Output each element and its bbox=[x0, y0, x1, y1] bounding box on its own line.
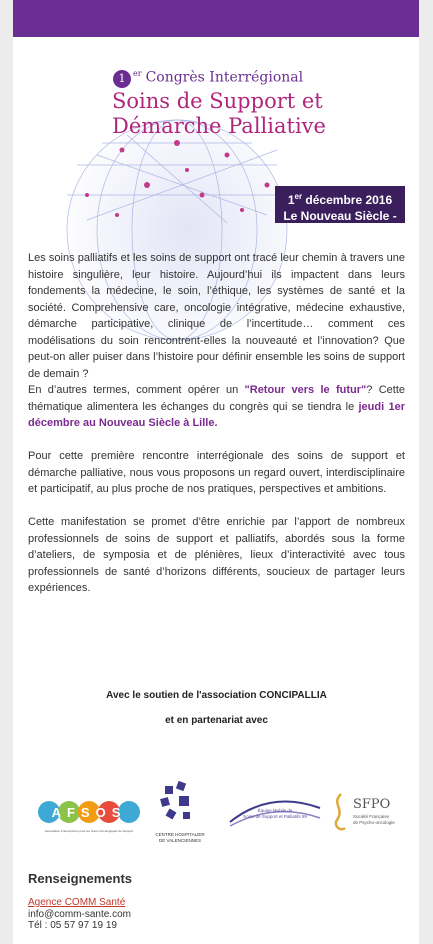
svg-text:Société Française: Société Française bbox=[353, 814, 390, 819]
paragraph-program: Cette manifestation se promet d’être enrichie par l’apport de nombreux professionnels de soins de support et palliatifs, abordés sous la forme d’ateliers, de symposia et de plénières, lieux d’interactivité avec tous professionnels de santé d’horizons différents, soucieux de partager leurs expériences. bbox=[28, 516, 405, 594]
contact-phone: Tél : 05 57 97 19 19 bbox=[28, 920, 117, 931]
congress-banner bbox=[27, 55, 405, 239]
contact-email[interactable]: info@comm-sante.com bbox=[28, 908, 131, 920]
emsp-logo[interactable] bbox=[225, 792, 325, 832]
valenciennes-hospital-logo[interactable] bbox=[153, 780, 208, 850]
event-venue: Le Nouveau Siècle - Lille bbox=[283, 209, 397, 239]
header-bar bbox=[13, 0, 419, 37]
body-text bbox=[28, 250, 405, 597]
contact-details bbox=[28, 897, 131, 932]
date-box bbox=[275, 186, 405, 239]
sfpo-logo[interactable] bbox=[331, 788, 411, 838]
theme-highlight: "Retour vers le futur" bbox=[244, 384, 367, 396]
event-date: 1er décembre 2016 bbox=[287, 192, 393, 207]
paragraph-intro: Les soins palliatifs et les soins de support ont tracé leur chemin à travers une histoire singulière, leur histoire. Aujourd’hui ils impactent dans leurs fondements la médecine, le soin, l’éthique, les systèmes de santé et la société. Comprehensive care, oncologie intégrative, médecine exhaustive, démarche participative, clinique de l’incertitude… comment ces modélisations du soin rencontrent-elles la nouveauté et l’innovation? Que peut-on aller puiser dans l’histoire pour définir ensemble les soins de support de demain ? bbox=[28, 252, 405, 380]
paragraph-meeting: Pour cette première rencontre interrégionale des soins de support et démarche palliative, nous vous proposons un regard ouvert, interdisciplinaire et participatif, au plus proche de nos pratiques, perspectives et ambitions. bbox=[28, 450, 405, 495]
title-line-1: Soins de Support et bbox=[112, 89, 323, 113]
svg-text:Association Francophone pour l: Association Francophone pour les Soins Oncologiques de Support bbox=[44, 829, 134, 833]
date-highlight: jeudi 1er décembre au Nouveau Siècle à Lille. bbox=[28, 400, 405, 429]
svg-text:SFPO: SFPO bbox=[353, 797, 391, 812]
contact-heading: Renseignements bbox=[28, 871, 133, 886]
title-line-2: Démarche Palliative bbox=[112, 114, 326, 138]
svg-text:Équipe Mobile de: Équipe Mobile de bbox=[257, 808, 293, 813]
svg-text:Soins de Support et Palliatifs: Soins de Support et Palliatifs 59 bbox=[243, 814, 307, 819]
subtitle-text: Congrès Interrégional bbox=[145, 69, 304, 86]
edition-number-badge: 1 bbox=[113, 70, 131, 88]
agency-link[interactable]: Agence COMM Santé bbox=[28, 897, 126, 908]
edition-suffix: er bbox=[133, 69, 142, 78]
support-line: Avec le soutien de l'association CONCIPALLIA bbox=[106, 690, 327, 701]
svg-text:CENTRE HOSPITALIER: CENTRE HOSPITALIER bbox=[155, 832, 205, 837]
paragraph-theme: En d’autres termes, comment opérer un "Retour vers le futur"? Cette thématique alimentera les échanges du congrès qui se tiendra le jeudi 1er décembre au Nouveau Siècle à Lille. bbox=[28, 384, 406, 429]
svg-text:DE VALENCIENNES: DE VALENCIENNES bbox=[159, 838, 201, 843]
banner-title bbox=[112, 89, 402, 139]
partner-logos bbox=[13, 770, 419, 860]
partner-line: et en partenariat avec bbox=[165, 715, 268, 726]
banner-subtitle bbox=[113, 69, 303, 88]
afsos-logo[interactable] bbox=[31, 790, 149, 836]
svg-text:de Psycho-oncologie: de Psycho-oncologie bbox=[353, 820, 395, 825]
svg-text:AFSOS: AFSOS bbox=[51, 805, 127, 820]
email-card bbox=[13, 0, 419, 944]
